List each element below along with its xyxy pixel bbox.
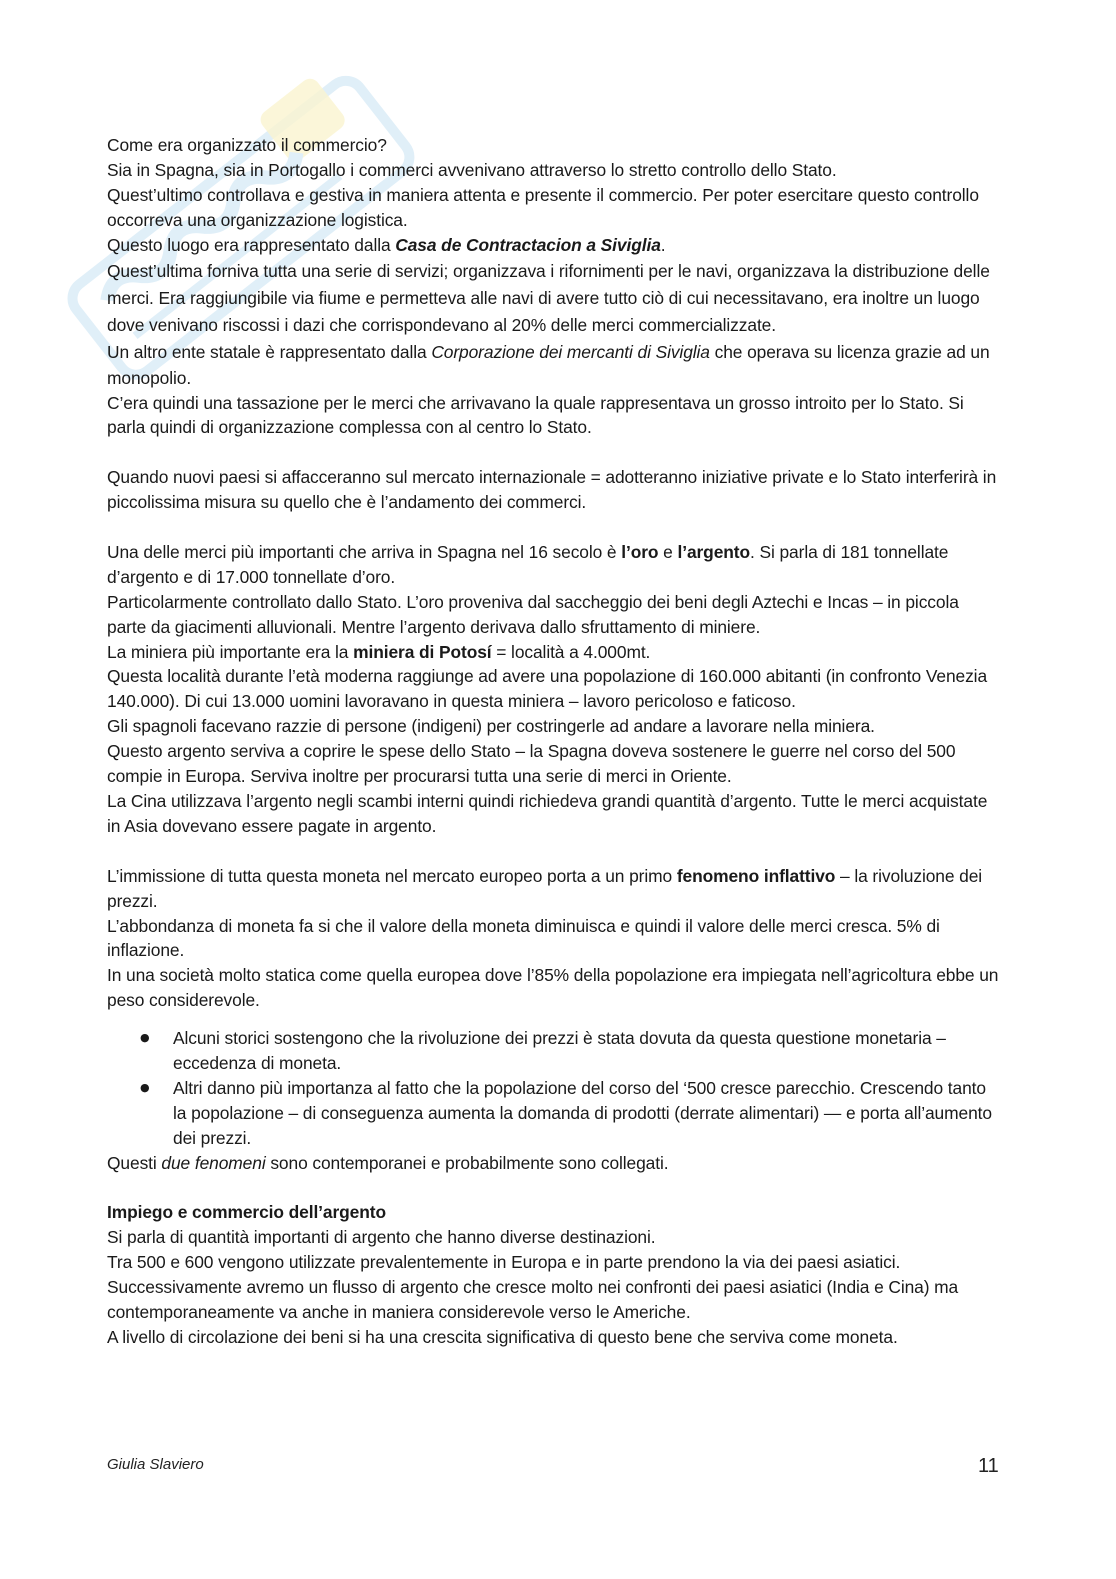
paragraph: L’immissione di tutta questa moneta nel mercato europeo porta a un primo fenomeno inflattivo – la rivoluzione dei prezzi. (107, 865, 983, 911)
document-body (107, 133, 1002, 1350)
paragraph: Tra 500 e 600 vengono utilizzate prevalentemente in Europa e in parte prendono la via dei paesi asiatici. (107, 1252, 901, 1273)
spacer (107, 839, 1002, 864)
footer-author: Giulia Slaviero (107, 1456, 204, 1473)
paragraph: Si parla di quantità importanti di argento che hanno diverse destinazioni. (107, 1227, 656, 1248)
paragraph: Quest’ultima forniva tutta una serie di servizi; organizzava i rifornimenti per le navi, organizzava la distribuzione delle merci. Era raggiungibile via fiume e permetteva alle navi di avere tutto ciò di cui necessitavano, era inoltre un luogo dove venivano riscossi i dazi che corrispondevano al 20% delle merci commercializzate. (107, 260, 990, 335)
paragraph: Particolarmente controllato dallo Stato. L’oro proveniva dal saccheggio dei beni degli Aztechi e Incas – in piccola parte da giacimenti alluvionali. Mentre l’argento derivava dallo sfruttamento di miniere. (107, 591, 959, 637)
paragraph: Quando nuovi paesi si affacceranno sul mercato internazionale = adotteranno iniziative private e lo Stato interferirà in piccolissima misura su quello che è l’andamento dei commerci. (107, 467, 997, 513)
list-item: ● Altri danno più importanza al fatto che la popolazione del corso del ‘500 cresce parecchio. Crescendo tanto la popolazione – di conseguenza aumenta la domanda di prodotti (derrate alimentari) — e porta all’aumento dei prezzi. (107, 1076, 1002, 1151)
paragraph: In una società molto statica come quella europea dove l’85% della popolazione era impiegata nell’agricoltura ebbe un peso considerevole. (107, 965, 999, 1011)
paragraph: Quest’ultimo controllava e gestiva in maniera attenta e presente il commercio. Per poter esercitare questo controllo occorreva una organizzazione logistica. (107, 184, 979, 230)
paragraph: Questo luogo era rappresentato dalla Casa de Contractacion a Siviglia. (107, 234, 666, 255)
paragraph: Gli spagnoli facevano razzie di persone (indigeni) per costringerle ad andare a lavorare nella miniera. (107, 716, 875, 737)
list-item: ● Alcuni storici sostengono che la rivoluzione dei prezzi è stata dovuta da questa questione monetaria – eccedenza di moneta. (107, 1026, 1002, 1076)
paragraph: Successivamente avremo un flusso di argento che cresce molto nei confronti dei paesi asiatici (India e Cina) ma contemporaneamente va anche in maniera considerevole verso le Americhe. (107, 1277, 959, 1323)
paragraph: La Cina utilizzava l’argento negli scambi interni quindi richiedeva grandi quantità d’argento. Tutte le merci acquistate in Asia dovevano essere pagate in argento. (107, 791, 988, 836)
paragraph: La miniera più importante era la miniera di Potosí = località a 4.000mt. (107, 641, 651, 662)
section-heading: Impiego e commercio dell’argento (107, 1202, 386, 1223)
spacer (107, 515, 1002, 540)
spacer (107, 1176, 1002, 1201)
paragraph: L’abbondanza di moneta fa si che il valore della moneta diminuisca e quindi il valore delle merci cresca. 5% di inflazione. (107, 915, 940, 961)
paragraph: Questa località durante l’età moderna raggiunge ad avere una popolazione di 160.000 abitanti (in confronto Venezia 140.000). Di cui 13.000 uomini lavoravano in questa miniera – lavoro pericoloso e faticoso. (107, 666, 988, 712)
bullet-list (107, 1026, 1002, 1151)
paragraph: Questi due fenomeni sono contemporanei e probabilmente sono collegati. (107, 1152, 669, 1173)
page-number: 11 (978, 1455, 999, 1477)
paragraph: Una delle merci più importanti che arriva in Spagna nel 16 secolo è l’oro e l’argento. Si parla di 181 tonnellate d’argento e di 17.000 tonnellate d’oro. (107, 541, 949, 587)
paragraph: Questo argento serviva a coprire le spese dello Stato – la Spagna doveva sostenere le guerre nel corso del 500 compie in Europa. Serviva inoltre per procurarsi tutta una serie di merci in Oriente. (107, 741, 956, 787)
question-heading: Come era organizzato il commercio? (107, 135, 387, 155)
paragraph: A livello di circolazione dei beni si ha una crescita significativa di questo bene che serviva come moneta. (107, 1327, 898, 1347)
paragraph: Sia in Spagna, sia in Portogallo i commerci avvenivano attraverso lo stretto controllo dello Stato. (107, 159, 837, 180)
paragraph: C’era quindi una tassazione per le merci che arrivavano la quale rappresentava un grosso introito per lo Stato. Si parla quindi di organizzazione complessa con al centro lo Stato. (107, 392, 964, 438)
paragraph: Un altro ente statale è rappresentato dalla Corporazione dei mercanti di Siviglia che operava su licenza grazie ad un monopolio. (107, 341, 990, 388)
spacer (107, 440, 1002, 465)
